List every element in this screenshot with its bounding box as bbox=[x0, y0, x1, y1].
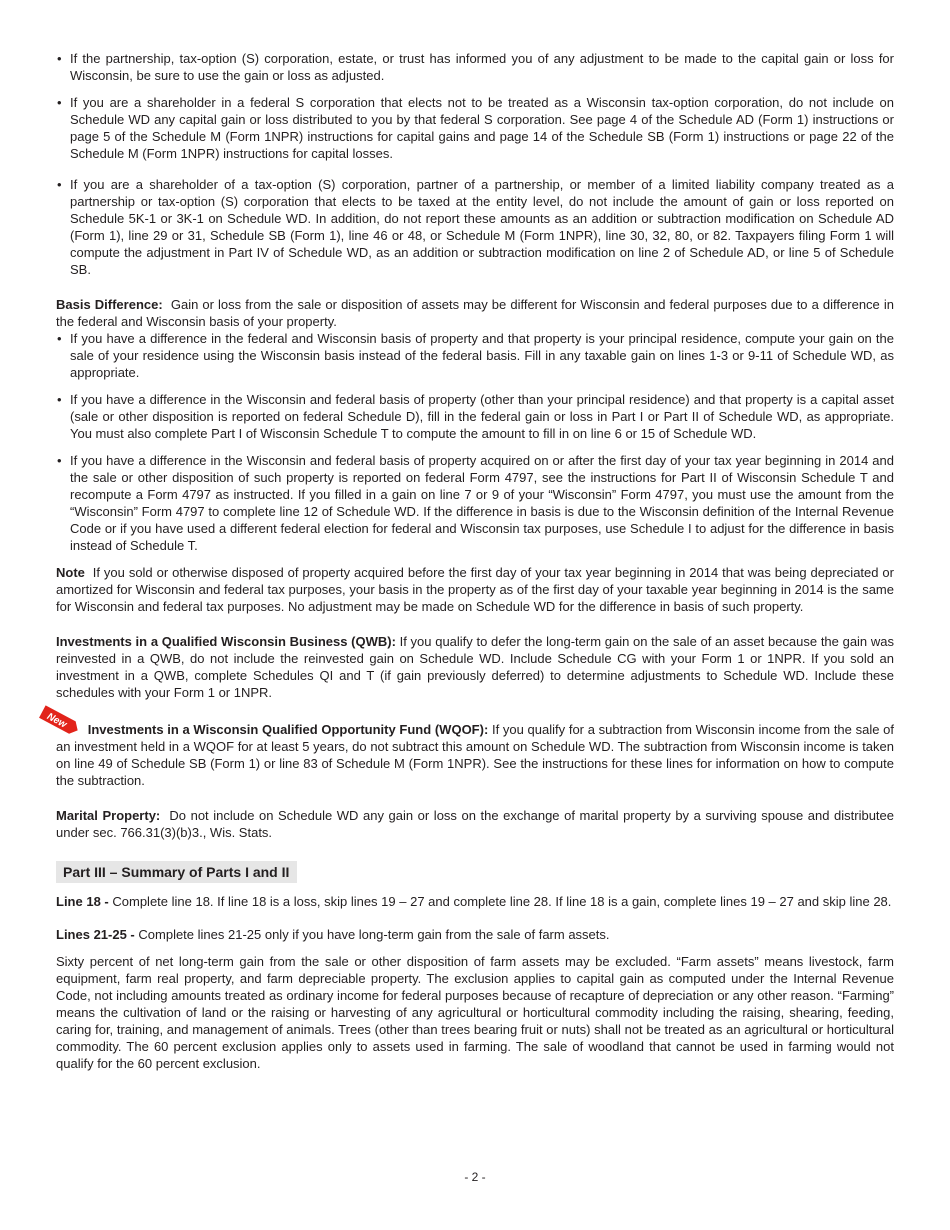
list-item: • If you have a difference in the Wisconsin and federal basis of property (other than your principal residence) and that property is a capital asset (sale or other disposition is reported on federal Schedule D), fill in the federal gain or loss in Part I or Part II of Schedule WD, as appropriate. You must also complete Part I of Wisconsin Schedule T to compute the amount to fill in on line 6 or 15 of Schedule WD. bbox=[56, 391, 894, 442]
qwb-paragraph bbox=[56, 633, 894, 701]
qwb-text: If you qualify to defer the long-term gain on the sale of an asset because the gain was reinvested in a QWB, do not include the reinvested gain on Schedule WD. Include Schedule CG with your Form 1 or 1NPR. If you sold an investment in a QWB, complete Schedules QI and T (if gain previously deferred) to determine adjustments to Schedule WD. Include these schedules with your Form 1 or 1NPR. bbox=[56, 634, 894, 700]
basis-difference-paragraph bbox=[56, 296, 894, 330]
basis-bullet-list bbox=[56, 330, 894, 554]
adjustment-bullet-list bbox=[56, 50, 894, 278]
note-paragraph bbox=[56, 564, 894, 615]
note-text: If you sold or otherwise disposed of property acquired before the first day of your tax year beginning in 2014 that was being depreciated or amortized for Wisconsin and federal tax purposes, your basis in the property as of the first day of your taxable year beginning in 2014 is the same for Wisconsin and federal tax purposes. No adjustment may be made on Schedule WD for the difference in basis of such property. bbox=[56, 565, 894, 614]
line18-paragraph bbox=[56, 893, 894, 910]
marital-property-text: Do not include on Schedule WD any gain or loss on the exchange of marital property by a surviving spouse and distributee under sec. 766.31(3)(b)3., Wis. Stats. bbox=[56, 808, 894, 840]
line18-text: Complete line 18. If line 18 is a loss, skip lines 19 – 27 and complete line 28. If line 18 is a gain, complete lines 19 – 27 and skip line 28. bbox=[112, 894, 892, 909]
wqof-heading: Investments in a Wisconsin Qualified Opportunity Fund (WQOF): bbox=[87, 722, 489, 737]
basis-difference-text: Gain or loss from the sale or disposition of assets may be different for Wisconsin and federal purposes due to a difference in the federal and Wisconsin basis of your property. bbox=[56, 297, 894, 329]
lines21-25-paragraph bbox=[56, 926, 894, 943]
list-item: • If the partnership, tax-option (S) corporation, estate, or trust has informed you of any adjustment to be made to the capital gain or loss for Wisconsin, be sure to use the gain or loss as adjusted. bbox=[56, 50, 894, 84]
marital-property-heading: Marital Property: bbox=[56, 808, 161, 823]
part3-heading: Part III – Summary of Parts I and II bbox=[56, 861, 297, 883]
list-item: • If you are a shareholder of a tax-option (S) corporation, partner of a partnership, or member of a limited liability company treated as a partnership or tax-option (S) corporation that elects to be taxed at the entity level, do not include the amount of gain or loss reported on Schedule 5K-1 or 3K-1 on Schedule WD. In addition, do not report these amounts as an addition or subtraction modification on Schedule AD (Form 1), line 29 or 31, Schedule SB (Form 1), line 46 or 48, or Schedule M (Form 1NPR), line 30, 32, 80, or 82. Taxpayers filing Form 1 will compute the adjustment in Part IV of Schedule WD, as an addition or subtraction modification on line 2 of Schedule AD, or line 5 of Schedule SB. bbox=[56, 176, 894, 278]
line18-label: Line 18 - bbox=[56, 894, 109, 909]
part3-section bbox=[56, 861, 894, 883]
wqof-text: If you qualify for a subtraction from Wisconsin income from the sale of an investment held in a WQOF for at least 5 years, do not subtract this amount on Schedule WD. The subtraction from Wisconsin income is taken on line 49 of Schedule SB (Form 1) or line 83 of Schedule M (Form 1NPR). See the instructions for these lines for information on how to compute the subtraction. bbox=[56, 722, 894, 788]
basis-difference-heading: Basis Difference: bbox=[56, 297, 163, 312]
qwb-heading: Investments in a Qualified Wisconsin Business (QWB): bbox=[56, 634, 396, 649]
wqof-paragraph bbox=[44, 711, 894, 789]
lines21-25-text: Complete lines 21-25 only if you have long-term gain from the sale of farm assets. bbox=[138, 927, 610, 942]
note-heading: Note bbox=[56, 565, 85, 580]
farm-assets-paragraph: Sixty percent of net long-term gain from the sale or other disposition of farm assets may be excluded. “Farm assets” means livestock, farm equipment, farm real property, and farm depreciable property. The exclusion applies to capital gain as computed under the Internal Revenue Code, not including amounts treated as ordinary income for federal purposes because of recapture of depreciation or any other reason. “Farming” means the cultivation of land or the raising or harvesting of any agricultural or horticultural commodity including the raising, shearing, feeding, caring for, training, and management of animals. Trees (other than trees bearing fruit or nuts) shall not be treated as an agricultural or horticultural commodity. The 60 percent exclusion applies only to assets used in farming. The sale of woodland that cannot be used in farming would not qualify for the 60 percent exclusion. bbox=[56, 954, 894, 1071]
list-item: • If you are a shareholder in a federal S corporation that elects not to be treated as a Wisconsin tax-option corporation, do not include on Schedule WD any capital gain or loss distributed to you by that federal S corporation. See page 4 of the Schedule AD (Form 1) instructions or page 5 of the Schedule M (Form 1NPR) instructions for capital gains and page 14 of the Schedule SB (Form 1) instructions or page 22 of the Schedule M (Form 1NPR) instructions for capital losses. bbox=[56, 94, 894, 162]
list-item: • If you have a difference in the federal and Wisconsin basis of property and that property is your principal residence, compute your gain on the sale of your residence using the Wisconsin basis instead of the federal basis. Fill in any taxable gain on lines 1-3 or 9-11 of Schedule WD, as appropriate. bbox=[56, 330, 894, 381]
list-item: • If you have a difference in the Wisconsin and federal basis of property acquired on or after the first day of your tax year beginning in 2014 and the sale or other disposition of such property is reported on federal Form 4797, see the instructions for Part II of Wisconsin Schedule T and recompute a Form 4797 as instructed. If you filled in a gain on line 7 or 9 of your “Wisconsin” Form 4797, you must use the amount from the “Wisconsin” Form 4797 to complete line 12 of Schedule WD. If the difference in basis is due to the Wisconsin definition of the Internal Revenue Code or if you have used a different federal election for federal and Wisconsin tax purposes, use Schedule I to adjust for the difference in basis instead of Schedule T. bbox=[56, 452, 894, 554]
page-number: - 2 - bbox=[464, 1170, 486, 1184]
marital-property-paragraph bbox=[56, 807, 894, 841]
instructions-page bbox=[44, 50, 894, 1072]
lines21-25-label: Lines 21-25 - bbox=[56, 927, 135, 942]
new-badge-icon bbox=[44, 711, 82, 735]
new-ribbon-icon bbox=[38, 704, 82, 738]
svg-text:New: New bbox=[44, 711, 69, 731]
